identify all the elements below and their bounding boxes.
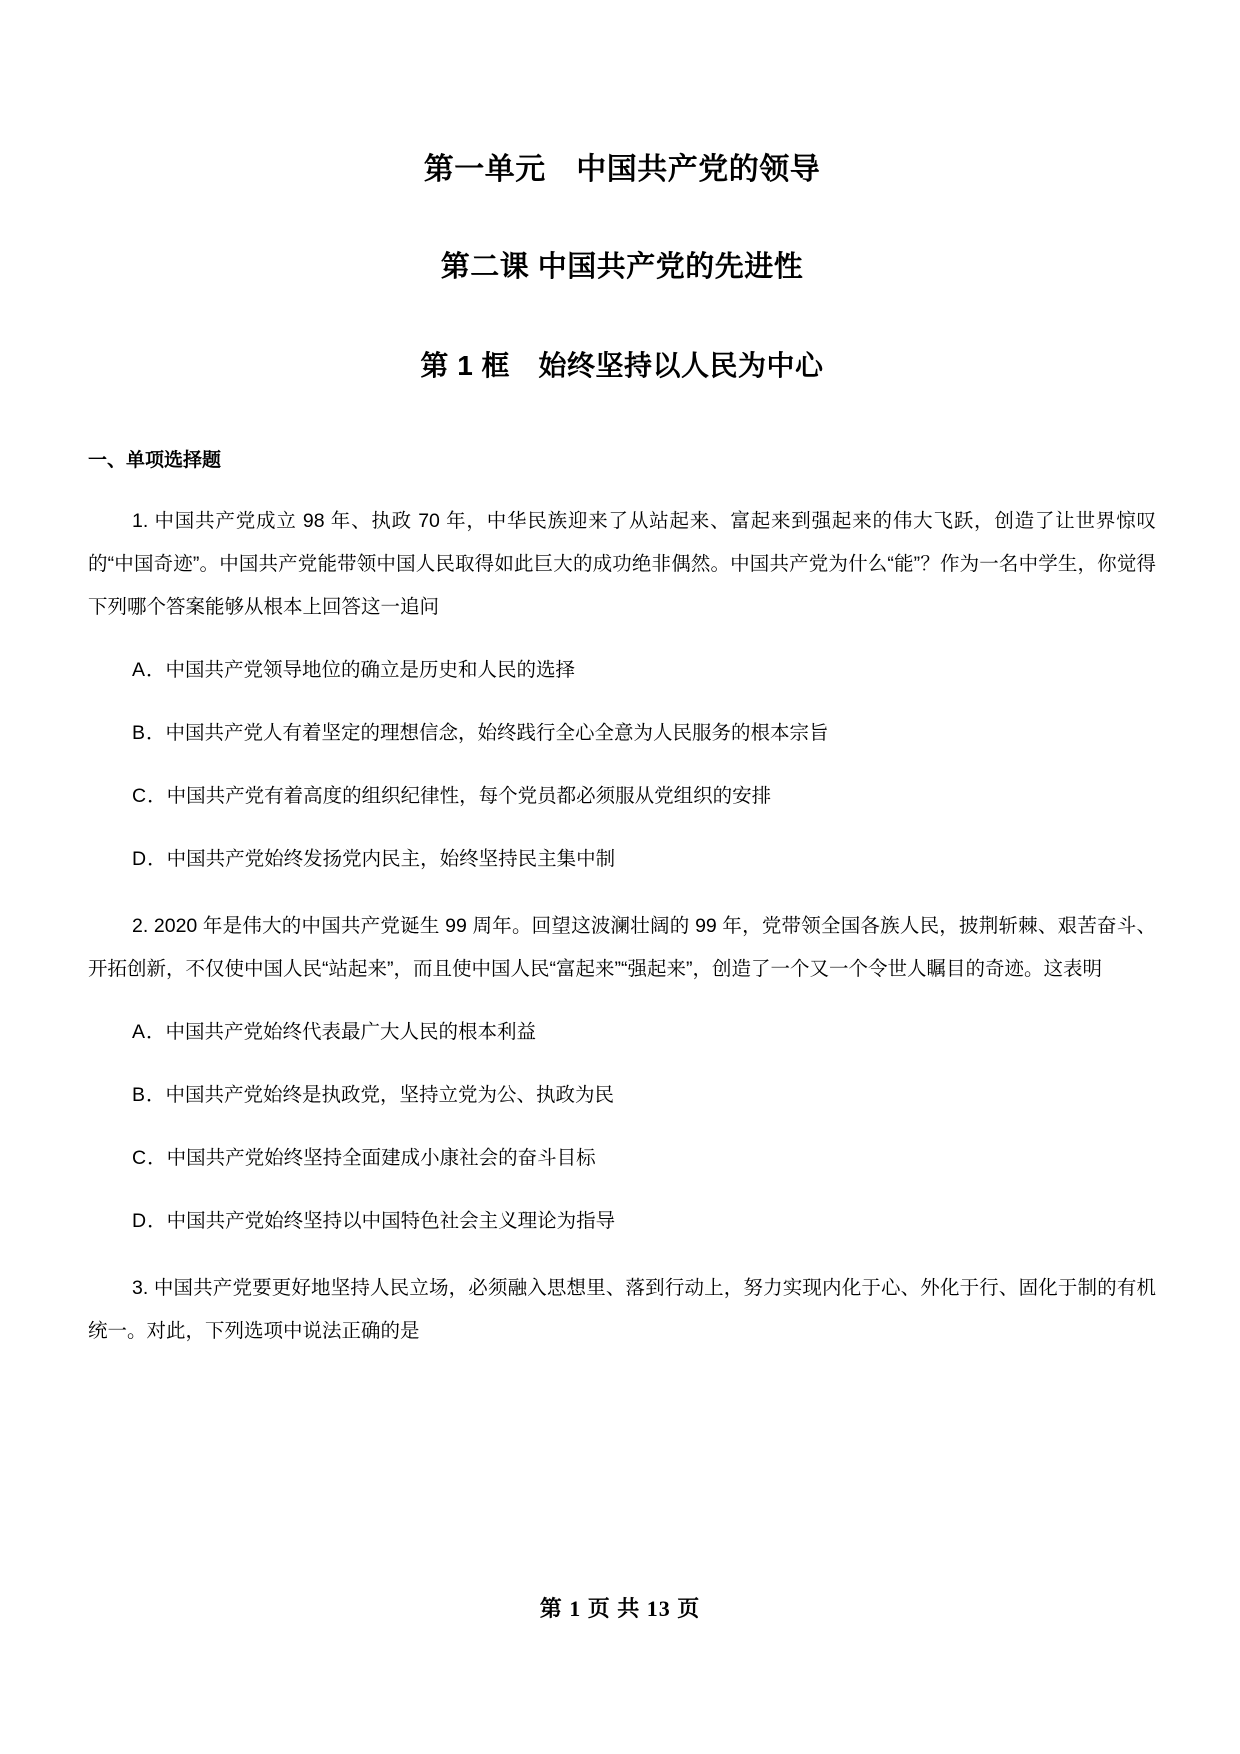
- question-stem-text: 2. 2020 年是伟大的中国共产党诞生 99 周年。回望这波澜壮阔的 99 年，党带领全国各族人民，披荆斩棘、艰苦奋斗、开拓创新，不仅使中国人民“站起来”，而且使中国人民“富起来”“强起来”，创造了一个又一个令世人瞩目的奇迹。这表明: [88, 915, 1156, 980]
- option-item: [88, 712, 1156, 755]
- option-text: 中国共产党始终坚持全面建成小康社会的奋斗目标: [166, 1147, 596, 1169]
- option-separator: ．: [146, 1084, 166, 1106]
- option-letter: C: [132, 785, 148, 807]
- section-header-multiple-choice: 一、单项选择题: [88, 450, 222, 471]
- option-item: [88, 1011, 1156, 1054]
- option-text: 中国共产党始终坚持以中国特色社会主义理论为指导: [166, 1210, 616, 1232]
- unit-title: 第一单元 中国共产党的领导: [423, 153, 821, 186]
- option-letter: A: [132, 1021, 147, 1043]
- option-text: 中国共产党始终是执政党，坚持立党为公、执政为民: [165, 1084, 615, 1106]
- option-item: [88, 1074, 1156, 1117]
- question-stem: [88, 905, 1156, 991]
- option-item: [88, 775, 1156, 818]
- option-separator: ．: [147, 1210, 167, 1232]
- option-item: [88, 649, 1156, 692]
- question-stem-text: 3. 中国共产党要更好地坚持人民立场，必须融入思想里、落到行动上，努力实现内化于心、外化于行、固化于制的有机统一。对此，下列选项中说法正确的是: [88, 1277, 1156, 1342]
- option-text: 中国共产党领导地位的确立是历史和人民的选择: [165, 659, 576, 681]
- page-content: [88, 0, 1156, 1373]
- option-separator: ．: [146, 1021, 166, 1043]
- page-footer: 第 1 页 共 13 页: [539, 1596, 701, 1621]
- option-item: [88, 1137, 1156, 1180]
- option-text: 中国共产党人有着坚定的理想信念，始终践行全心全意为人民服务的根本宗旨: [165, 722, 829, 744]
- option-text: 中国共产党始终发扬党内民主，始终坚持民主集中制: [166, 848, 616, 870]
- option-letter: D: [132, 1210, 148, 1232]
- option-text: 中国共产党有着高度的组织纪律性，每个党员都必须服从党组织的安排: [166, 785, 772, 807]
- option-letter: D: [132, 848, 148, 870]
- option-item: [88, 1200, 1156, 1243]
- option-text: 中国共产党始终代表最广大人民的根本利益: [165, 1021, 537, 1043]
- lesson-title: 第二课 中国共产党的先进性: [440, 251, 804, 283]
- question-stem: [88, 500, 1156, 629]
- question-stem: [88, 1267, 1156, 1353]
- frame-title: 第 1 框 始终坚持以人民为中心: [420, 350, 824, 381]
- option-letter: A: [132, 659, 147, 681]
- question-stem-text: 1. 中国共产党成立 98 年、执政 70 年，中华民族迎来了从站起来、富起来到强起来的伟大飞跃，创造了让世界惊叹的“中国奇迹”。中国共产党能带领中国人民取得如此巨大的成功绝非偶然。中国共产党为什么“能”？作为一名中学生，你觉得下列哪个答案能够从根本上回答这一追问: [88, 510, 1156, 618]
- option-letter: B: [132, 1084, 147, 1106]
- option-item: [88, 838, 1156, 881]
- option-separator: ．: [147, 1147, 167, 1169]
- option-separator: ．: [147, 785, 167, 807]
- option-letter: C: [132, 1147, 148, 1169]
- option-separator: ．: [146, 659, 166, 681]
- option-letter: B: [132, 722, 147, 744]
- option-separator: ．: [147, 848, 167, 870]
- option-separator: ．: [146, 722, 166, 744]
